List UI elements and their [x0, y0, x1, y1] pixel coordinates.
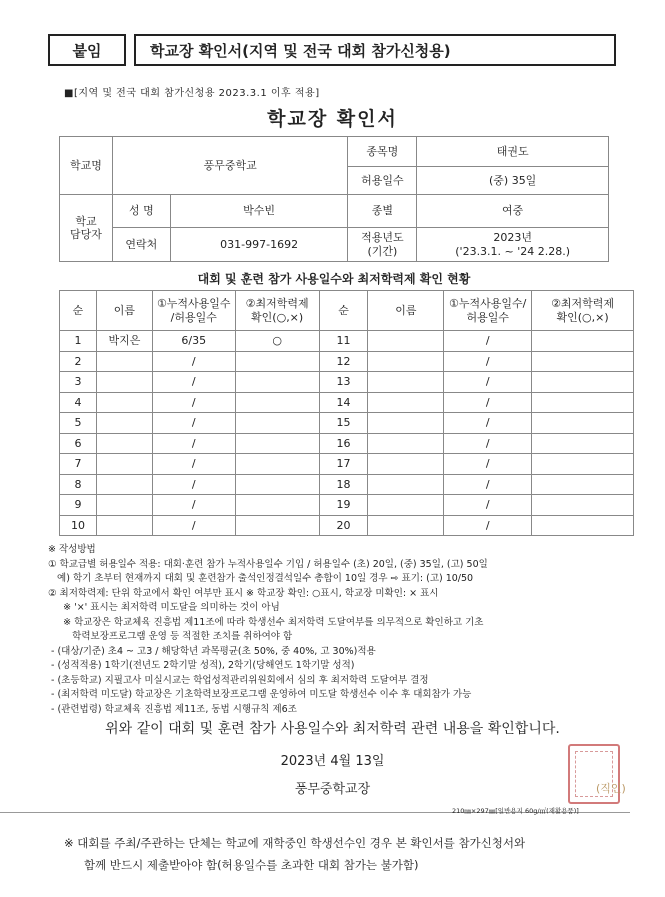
- status-title: 대회 및 훈련 참가 사용일수와 최저학력제 확인 현황: [197, 272, 471, 286]
- row-days: /: [152, 515, 235, 536]
- apply-year-value-line2: ('23.3.1. ~ '24 2.28.): [455, 244, 571, 258]
- row-name: [96, 474, 152, 495]
- row-days: 6/35: [152, 331, 235, 352]
- info-table: [59, 136, 609, 262]
- table-row: [60, 331, 634, 352]
- row-no-right: 19: [319, 495, 368, 516]
- row-days-right: /: [444, 454, 532, 475]
- apply-year-value: [417, 228, 609, 262]
- table-row: [60, 351, 634, 372]
- table-row: [60, 515, 634, 536]
- manager-label: [60, 195, 113, 262]
- table-row: [60, 413, 634, 434]
- row-grade: ○: [235, 331, 319, 352]
- instruction-line: 예) 학기 초부터 현재까지 대회 및 훈련참가 출석인정결석일수 총합이 10일 경우 ⇨ 표기: (고) 10/50: [48, 573, 474, 584]
- document-headline: 학교장 확인서(지역 및 전국 대회 참가신청용): [134, 34, 616, 66]
- row-grade: [235, 474, 319, 495]
- row-no: 7: [60, 454, 97, 475]
- applicability-note: ■[지역 및 전국 대회 참가신청용 2023.3.1 이후 적용]: [64, 88, 320, 99]
- row-grade: [235, 413, 319, 434]
- apply-year-label-line1: 적용년도: [361, 231, 404, 245]
- instruction-line: ※ 작성방법: [48, 544, 96, 555]
- row-name: [96, 454, 152, 475]
- row-days: /: [152, 413, 235, 434]
- row-days-right: /: [444, 495, 532, 516]
- issue-date: 2023년 4월 13일: [280, 754, 385, 769]
- header-days-line2: /허용일수: [170, 310, 217, 324]
- row-name: [96, 433, 152, 454]
- apply-year-label: [348, 228, 417, 262]
- instruction-line: ② 최저학력제: 단위 학교에서 확인 여부만 표시 ※ 학교장 확인: ○표시, 학교장 미확인: × 표시: [48, 587, 439, 599]
- contact-label: 연락처: [112, 228, 170, 262]
- row-name: 박지은: [96, 331, 152, 352]
- row-days: /: [152, 454, 235, 475]
- allowed-days-label: 허용일수: [348, 167, 417, 195]
- header-grade-line2: 확인(○,×): [251, 310, 304, 324]
- row-days-right: /: [444, 351, 532, 372]
- row-days-right: /: [444, 331, 532, 352]
- row-days-right: /: [444, 372, 532, 393]
- row-grade: [235, 515, 319, 536]
- footer-line: 함께 반드시 제출받아야 함(허용일수를 초과한 대회 참가는 불가함): [84, 858, 419, 872]
- principal-signature-line: 풍무중학교장: [294, 782, 371, 797]
- school-label: 학교명: [60, 137, 113, 195]
- row-no: 4: [60, 392, 97, 413]
- row-grade: [235, 495, 319, 516]
- row-name: [96, 515, 152, 536]
- header-grade-right-line1: ②최저학력제: [551, 297, 615, 311]
- row-name: [96, 372, 152, 393]
- header-grade-right: [532, 291, 634, 331]
- row-grade: [235, 392, 319, 413]
- table-row: [60, 433, 634, 454]
- row-no-right: 15: [319, 413, 368, 434]
- header-no: 순: [60, 291, 97, 331]
- row-days-right: /: [444, 515, 532, 536]
- footer-line: ※ 대회를 주최/주관하는 단체는 학교에 재학중인 학생선수인 경우 본 확인서를 참가신청서와: [64, 836, 526, 850]
- row-no: 5: [60, 413, 97, 434]
- row-grade: [235, 454, 319, 475]
- instruction-line: - (초등학교) 지필고사 미실시교는 학업성적관리위원회에서 심의 후 최저학력 도달여부 결정: [48, 674, 429, 686]
- instruction-line: ① 학교급별 허용일수 적용: 대회·훈련 참가 누적사용일수 기입 / 허용일수 (초) 20일, (중) 35일, (고) 50일: [48, 558, 488, 570]
- row-grade-right: [532, 372, 634, 393]
- row-name-right: [368, 454, 444, 475]
- row-no: 10: [60, 515, 97, 536]
- header-grade: [235, 291, 319, 331]
- row-no: 2: [60, 351, 97, 372]
- row-days: /: [152, 372, 235, 393]
- status-table: [59, 290, 634, 536]
- row-grade: [235, 433, 319, 454]
- instruction-line: ※ 학교장은 학교체육 진흥법 제11조에 따라 학생선수 최저학력 도달여부를 의무적으로 확인하고 기초: [48, 616, 484, 628]
- row-no-right: 14: [319, 392, 368, 413]
- name-value: 박수빈: [170, 195, 348, 228]
- row-name-right: [368, 474, 444, 495]
- row-grade: [235, 351, 319, 372]
- header-days-right-line2: 허용일수: [466, 310, 509, 324]
- row-grade-right: [532, 495, 634, 516]
- school-value: 풍무중학교: [112, 137, 348, 195]
- row-no: 8: [60, 474, 97, 495]
- row-name: [96, 495, 152, 516]
- instruction-line: - (최저학력 미도달) 학교장은 기초학력보장프로그램 운영하여 미도달 학생선수 이수 후 대회참가 가능: [48, 689, 472, 700]
- apply-year-value-line1: 2023년: [493, 231, 532, 245]
- row-days: /: [152, 474, 235, 495]
- header-name: 이름: [96, 291, 152, 331]
- instruction-line: 학력보장프로그램 운영 등 적절한 조치를 취하여야 함: [48, 631, 293, 642]
- footer-note: [64, 832, 624, 876]
- row-name-right: [368, 433, 444, 454]
- row-no-right: 17: [319, 454, 368, 475]
- row-grade-right: [532, 392, 634, 413]
- row-name: [96, 351, 152, 372]
- table-row: [60, 392, 634, 413]
- page-title: 학교장 확인서: [267, 108, 398, 130]
- sport-label: 종목명: [348, 137, 417, 167]
- row-no: 3: [60, 372, 97, 393]
- header-days-right: [444, 291, 532, 331]
- instruction-line: - (대상/기준) 초4 ~ 고3 / 해당학년 과목평균(초 50%, 중 40%, 고 30%)적용: [48, 645, 376, 657]
- manager-label-line1: 학교: [75, 214, 97, 228]
- row-grade: [235, 372, 319, 393]
- row-grade-right: [532, 331, 634, 352]
- row-name: [96, 413, 152, 434]
- writing-instructions: [48, 543, 638, 717]
- header-grade-right-line2: 확인(○,×): [556, 310, 609, 324]
- row-name-right: [368, 413, 444, 434]
- row-days-right: /: [444, 433, 532, 454]
- category-label: 종별: [348, 195, 417, 228]
- row-grade-right: [532, 515, 634, 536]
- row-no-right: 16: [319, 433, 368, 454]
- header-days-right-line1: ①누적사용일수/: [449, 297, 527, 311]
- row-no-right: 18: [319, 474, 368, 495]
- row-name-right: [368, 392, 444, 413]
- table-row: [60, 454, 634, 475]
- row-name-right: [368, 351, 444, 372]
- allowed-days-value: (중) 35일: [417, 167, 609, 195]
- row-no: 9: [60, 495, 97, 516]
- table-row: [60, 372, 634, 393]
- table-row: [60, 474, 634, 495]
- row-name: [96, 392, 152, 413]
- table-row: [60, 495, 634, 516]
- row-no-right: 13: [319, 372, 368, 393]
- row-grade-right: [532, 351, 634, 372]
- row-days-right: /: [444, 474, 532, 495]
- paper-spec: 210㎜×297㎜[일반용지 60g/㎡(재활용품)]: [452, 807, 579, 815]
- instruction-line: ※ '×' 표시는 최저학력 미도달을 의미하는 것이 아님: [48, 602, 280, 613]
- category-value: 여중: [417, 195, 609, 228]
- row-name-right: [368, 495, 444, 516]
- header-no-right: 순: [319, 291, 368, 331]
- attachment-label: 붙임: [48, 34, 126, 66]
- instruction-line: - (성적적용) 1학기(전년도 2학기말 성적), 2학기(당해연도 1학기말 성적): [48, 660, 355, 671]
- row-grade-right: [532, 413, 634, 434]
- apply-year-label-line2: (기간): [367, 244, 398, 258]
- row-days: /: [152, 392, 235, 413]
- row-days-right: /: [444, 413, 532, 434]
- row-no: 6: [60, 433, 97, 454]
- row-name-right: [368, 372, 444, 393]
- contact-value: 031-997-1692: [170, 228, 348, 262]
- row-no-right: 20: [319, 515, 368, 536]
- row-name-right: [368, 515, 444, 536]
- row-days: /: [152, 433, 235, 454]
- seal-label: (직인): [596, 782, 626, 795]
- name-label: 성 명: [112, 195, 170, 228]
- row-days: /: [152, 351, 235, 372]
- header-days: [152, 291, 235, 331]
- row-grade-right: [532, 454, 634, 475]
- header-days-line1: ①누적사용일수: [156, 297, 231, 311]
- row-grade-right: [532, 433, 634, 454]
- row-grade-right: [532, 474, 634, 495]
- row-no-right: 11: [319, 331, 368, 352]
- sport-value: 태권도: [417, 137, 609, 167]
- header-grade-line1: ②최저학력제: [245, 297, 309, 311]
- header-name-right: 이름: [368, 291, 444, 331]
- row-days-right: /: [444, 392, 532, 413]
- manager-label-line2: 담당자: [70, 228, 102, 241]
- row-no: 1: [60, 331, 97, 352]
- row-days: /: [152, 495, 235, 516]
- confirmation-statement: 위와 같이 대회 및 훈련 참가 사용일수와 최저학력 관련 내용을 확인합니다.: [105, 721, 560, 737]
- row-name-right: [368, 331, 444, 352]
- instruction-line: - (관련법령) 학교체육 진흥법 제11조, 동법 시행규칙 제6조: [48, 703, 297, 715]
- row-no-right: 12: [319, 351, 368, 372]
